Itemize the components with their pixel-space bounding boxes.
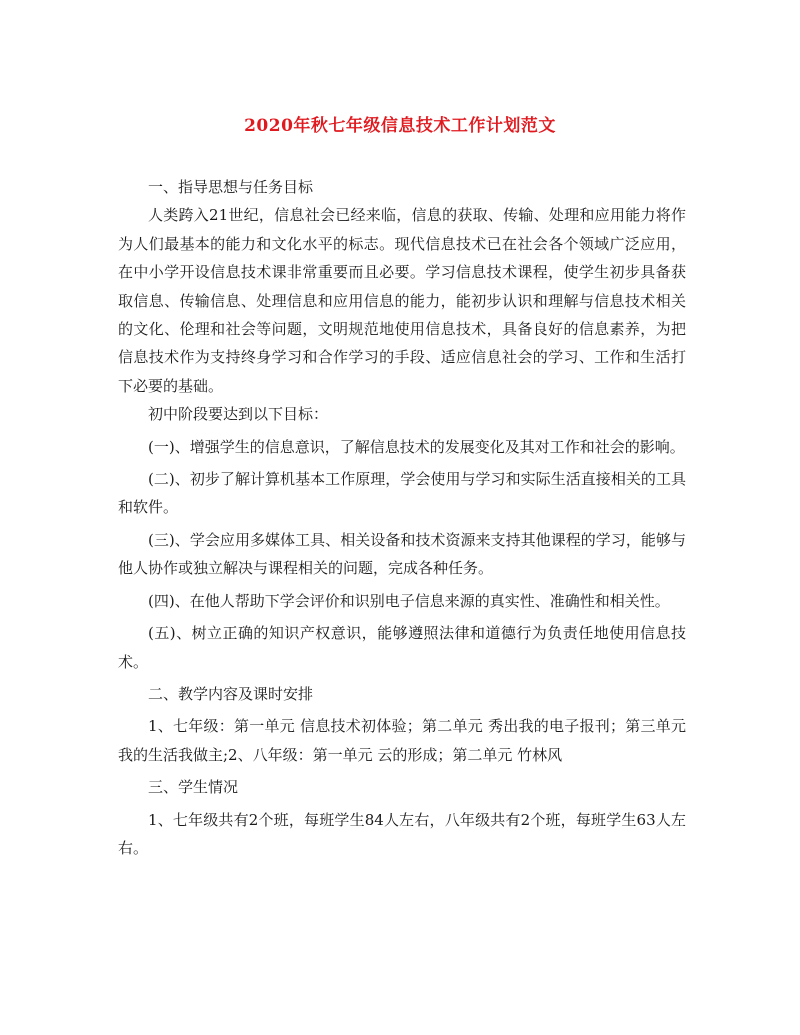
paragraph-intro: 人类跨入21世纪，信息社会已经来临，信息的获取、传输、处理和应用能力将作为人们最基本的能力和文化水平的标志。现代信息技术已在社会各个领域广泛应用，在中小学开设信息技术课非常重要而且必要。学习信息技术课程，使学生初步具备获取信息、传输信息、处理信息和应用信息的能力，能初步认识和理解与信息技术相关的文化、伦理和社会等问题，文明规范地使用信息技术，具备良好的信息素养，为把信息技术作为支持终身学习和合作学习的手段、适应信息社会的学习、工作和生活打下必要的基础。 [118, 206, 686, 395]
paragraph-student-situation: 1、七年级共有2个班，每班学生84人左右，八年级共有2个班，每班学生63人左右。 [118, 810, 686, 857]
goal-item-2: (二)、初步了解计算机基本工作原理，学会使用与学习和实际生活直接相关的工具和软件。 [118, 470, 686, 517]
document-title: 2020年秋七年级信息技术工作计划范文 [244, 116, 556, 136]
goal-item-5: (五)、树立正确的知识产权意识，能够遵照法律和道德行为负责任地使用信息技术。 [118, 624, 686, 671]
goal-item-1: (一)、增强学生的信息意识，了解信息技术的发展变化及其对工作和社会的影响。 [148, 437, 685, 456]
goal-item-3: (三)、学会应用多媒体工具、相关设备和技术资源来支持其他课程的学习，能够与他人协作或独立解决与课程相关的问题，完成各种任务。 [118, 530, 686, 578]
document-body [118, 173, 686, 862]
heading-teaching-content: 二、教学内容及课时安排 [148, 684, 314, 703]
paragraph-teaching-content: 1、七年级：第一单元 信息技术初体验；第二单元 秀出我的电子报刊；第三单元 我的生活我做主;2、八年级：第一单元 云的形成；第二单元 竹林风 [118, 717, 686, 764]
heading-guiding-ideology: 一、指导思想与任务目标 [148, 178, 314, 196]
heading-student-situation: 三、学生情况 [148, 778, 239, 797]
paragraph-goals-lead: 初中阶段要达到以下目标： [148, 405, 329, 424]
goal-item-4: (四)、在他人帮助下学会评价和识别电子信息来源的真实性、准确性和相关性。 [148, 591, 670, 610]
